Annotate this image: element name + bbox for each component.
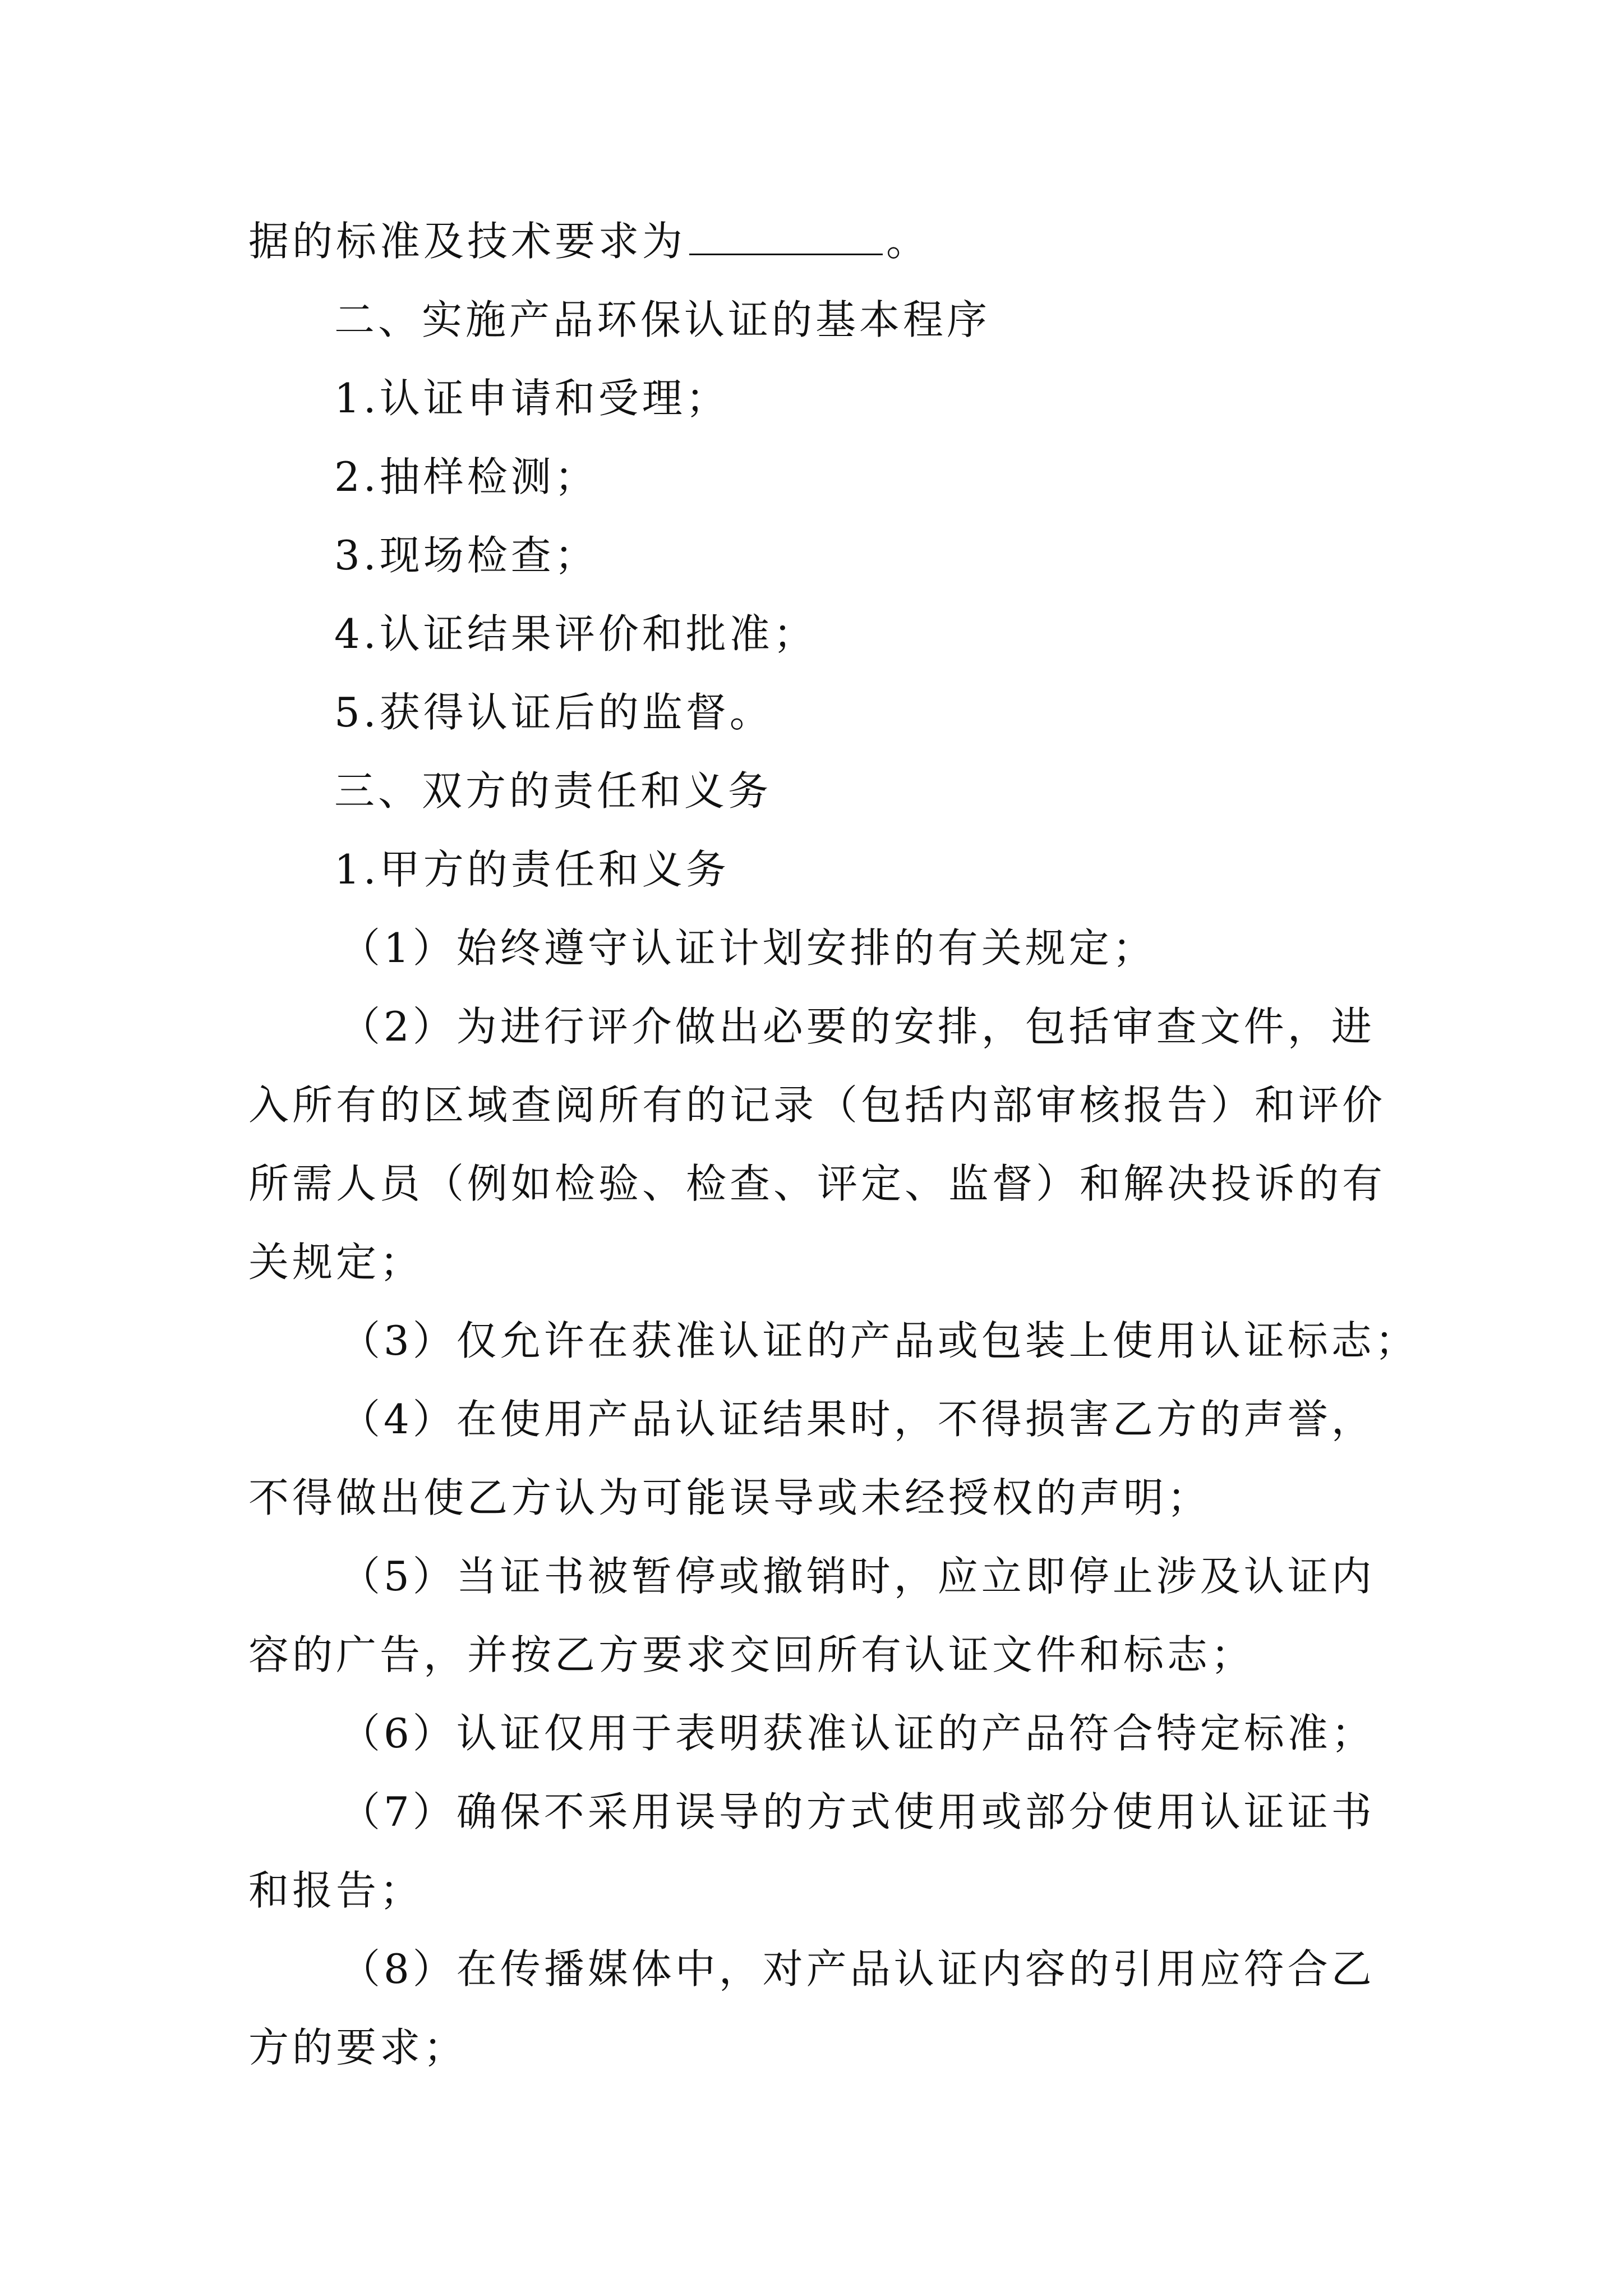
obligation-4-line-1: （4）在使用产品认证结果时，不得损害乙方的声誉，: [340, 1396, 1375, 1443]
procedure-item-3: 3.现场检查；: [334, 532, 598, 579]
obligation-3: （3）仅允许在获准认证的产品或包装上使用认证标志；: [340, 1317, 1419, 1364]
procedure-item-4: 4.认证结果评价和批准；: [334, 610, 817, 657]
procedure-item-2: 2.抽样检测；: [334, 453, 598, 500]
section-heading-2: 二、实施产品环保认证的基本程序: [334, 296, 991, 343]
obligation-2-line-4: 关规定；: [248, 1239, 424, 1286]
obligation-2-line-1: （2）为进行评介做出必要的安排，包括审查文件，进: [340, 1003, 1375, 1050]
obligation-5-line-2: 容的广告，并按乙方要求交回所有认证文件和标志；: [248, 1631, 1255, 1678]
procedure-item-5: 5.获得认证后的监督。: [334, 689, 773, 736]
obligation-2-line-3: 所需人员（例如检验、检查、评定、监督）和解决投诉的有: [248, 1160, 1386, 1207]
obligation-7-line-1: （7）确保不采用误导的方式使用或部分使用认证证书: [340, 1788, 1375, 1835]
obligation-2-line-2: 入所有的区域查阅所有的记录（包括内部审核报告）和评价: [248, 1082, 1386, 1129]
procedure-item-1: 1.认证申请和受理；: [334, 375, 730, 422]
obligation-1: （1）始终遵守认证计划安排的有关规定；: [340, 924, 1156, 972]
obligation-8-line-2: 方的要求；: [248, 2024, 468, 2071]
text-period: 。: [886, 218, 930, 265]
text-standards-prefix: 据的标准及技术要求为: [248, 218, 686, 265]
obligation-6: （6）认证仅用于表明获准认证的产品符合特定标准；: [340, 1710, 1375, 1757]
obligation-4-line-2: 不得做出使乙方认为可能误导或未经授权的声明；: [248, 1474, 1211, 1521]
section-heading-3: 三、双方的责任和义务: [334, 767, 772, 815]
subsection-heading-party-a: 1.甲方的责任和义务: [334, 846, 730, 893]
fill-in-blank: [689, 220, 883, 255]
obligation-8-line-1: （8）在传播媒体中，对产品认证内容的引用应符合乙: [340, 1945, 1375, 1993]
obligation-7-line-2: 和报告；: [248, 1867, 424, 1914]
obligation-5-line-1: （5）当证书被暂停或撤销时，应立即停止涉及认证内: [340, 1553, 1375, 1600]
text-line-standards: [248, 213, 930, 269]
